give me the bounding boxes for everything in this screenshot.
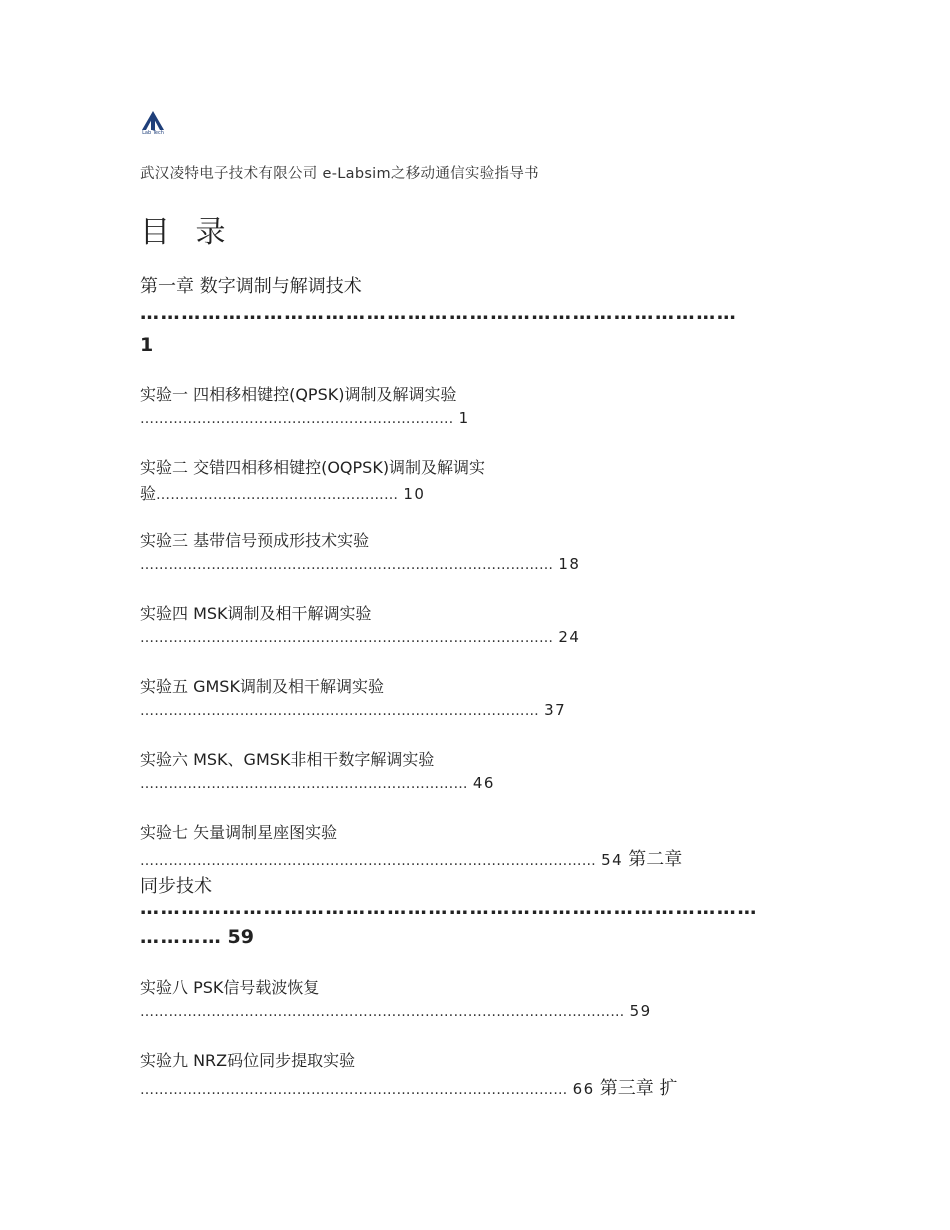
chapter-2-leader: ………………………………………………………………………………: [140, 897, 758, 919]
toc-entry-exp2-page: 10: [403, 485, 426, 503]
chapter-2-leader-cont: ………… 59: [140, 926, 254, 948]
toc-entry-exp7-page: 54: [601, 851, 624, 869]
toc-entry-exp2-leader: 验…………………………………………… 10: [140, 484, 426, 503]
toc-entry-exp6[interactable]: 实验六 MSK、GMSK非相干数字解调实验: [140, 750, 435, 769]
chapter-1-leader: ……………………………………………………………………………: [140, 302, 738, 324]
toc-entry-exp3-page: 18: [558, 555, 581, 573]
chapter-3-title-part1: 第三章 扩: [599, 1078, 678, 1099]
toc-entry-exp8-page: 59: [629, 1002, 652, 1020]
toc-entry-exp6-page: 46: [472, 774, 495, 792]
toc-entry-exp2-title-cont: 验: [140, 484, 157, 503]
toc-entry-exp7[interactable]: 实验七 矢量调制星座图实验: [140, 823, 338, 842]
toc-title: 目 录: [140, 215, 234, 250]
company-logo: [138, 110, 168, 138]
toc-entry-exp5[interactable]: 实验五 GMSK调制及相干解调实验: [140, 677, 384, 696]
toc-entry-exp4[interactable]: 实验四 MSK调制及相干解调实验: [140, 604, 372, 623]
toc-entry-exp8-leader: ………………………………………………………………………………………… 59: [140, 1002, 652, 1020]
chapter-1-page: 1: [140, 334, 154, 356]
toc-entry-exp7-leader: …………………………………………………………………………………… 54 第二章: [140, 849, 683, 870]
toc-entry-exp1-leader: ………………………………………………………… 1: [140, 409, 470, 427]
toc-entry-exp4-page: 24: [558, 628, 581, 646]
document-header: 武汉凌特电子技术有限公司 e-Labsim之移动通信实验指导书: [140, 166, 539, 182]
toc-entry-exp9[interactable]: 实验九 NRZ码位同步提取实验: [140, 1051, 356, 1070]
toc-entry-exp9-page: 66: [572, 1080, 595, 1098]
toc-entry-exp1-page: 1: [458, 409, 470, 427]
chapter-2-page: 59: [227, 926, 254, 948]
toc-entry-exp5-page: 37: [544, 701, 567, 719]
toc-entry-exp9-leader: ……………………………………………………………………………… 66 第三章 扩: [140, 1078, 678, 1099]
chapter-2-title-part1: 第二章: [628, 849, 683, 870]
toc-entry-exp3[interactable]: 实验三 基带信号预成形技术实验: [140, 531, 370, 550]
toc-entry-exp2[interactable]: 实验二 交错四相移相键控(OQPSK)调制及解调实: [140, 458, 486, 477]
toc-entry-exp5-leader: ………………………………………………………………………… 37: [140, 701, 567, 719]
toc-entry-exp4-leader: …………………………………………………………………………… 24: [140, 628, 581, 646]
logo-text: Lab Tech: [142, 130, 164, 136]
toc-entry-exp3-leader: …………………………………………………………………………… 18: [140, 555, 581, 573]
toc-entry-exp8[interactable]: 实验八 PSK信号载波恢复: [140, 978, 320, 997]
chapter-2-title-part2[interactable]: 同步技术: [140, 876, 212, 897]
toc-entry-exp6-leader: …………………………………………………………… 46: [140, 774, 495, 792]
chapter-1-title[interactable]: 第一章 数字调制与解调技术: [140, 276, 362, 297]
toc-entry-exp1[interactable]: 实验一 四相移相键控(QPSK)调制及解调实验: [140, 385, 457, 404]
